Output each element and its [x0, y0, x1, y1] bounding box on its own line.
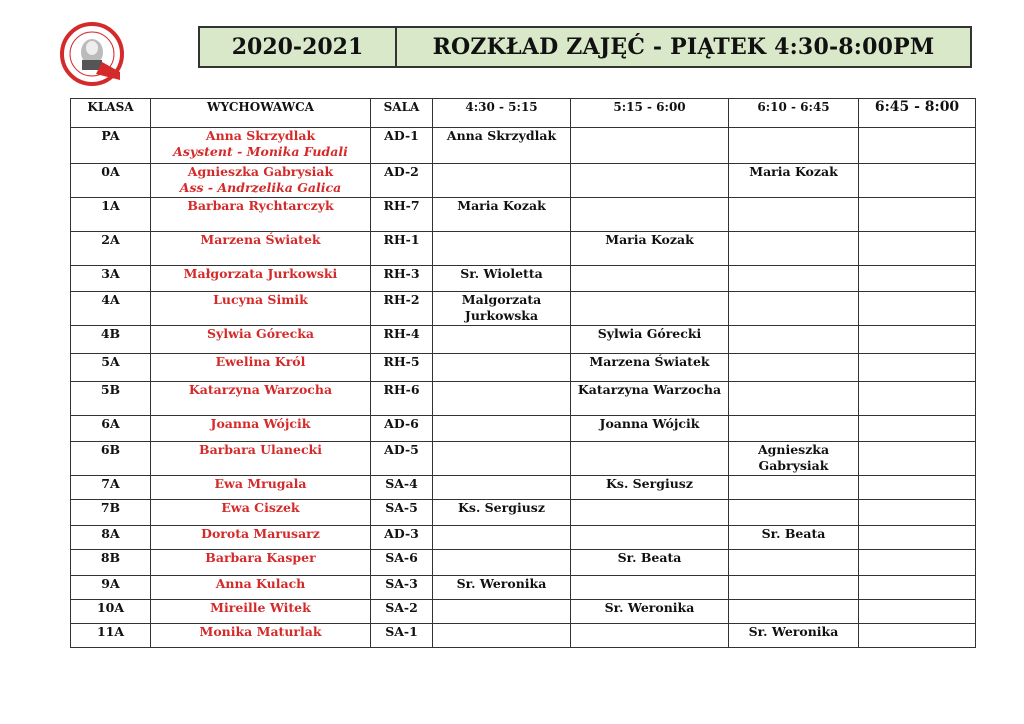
- slot-2-cell: [571, 164, 729, 198]
- table-row: [71, 326, 976, 354]
- slot-3-cell: Sr. Beata: [729, 526, 859, 550]
- header-klasa: KLASA: [71, 99, 151, 128]
- slot-2-cell: [571, 500, 729, 526]
- teacher-name: Ewelina Król: [215, 354, 306, 369]
- slot-3-cell: [729, 292, 859, 326]
- slot-3-cell: Sr. Weronika: [729, 624, 859, 648]
- class-cell: 8B: [71, 550, 151, 576]
- table-row: [71, 576, 976, 600]
- slot-1-cell: [433, 526, 571, 550]
- slot-1-cell: [433, 354, 571, 382]
- table-row: [71, 266, 976, 292]
- assistant-name: Asystent - Monika Fudali: [173, 144, 348, 159]
- slot-1-cell: [433, 416, 571, 442]
- room-cell: RH-6: [371, 382, 433, 416]
- teacher-cell: [151, 442, 371, 476]
- table-row: [71, 550, 976, 576]
- slot-4-cell: [859, 232, 976, 266]
- teacher-cell: [151, 576, 371, 600]
- class-cell: PA: [71, 128, 151, 164]
- teacher-name: Anna Skrzydlak: [205, 128, 316, 143]
- slot-3-cell: [729, 500, 859, 526]
- slot-1-cell: [433, 232, 571, 266]
- table-row: [71, 128, 976, 164]
- slot-1-cell: [433, 600, 571, 624]
- class-cell: 4A: [71, 292, 151, 326]
- slot-2-cell: Marzena Światek: [571, 354, 729, 382]
- slot-1-cell: [433, 326, 571, 354]
- slot-4-cell: [859, 326, 976, 354]
- table-row: [71, 164, 976, 198]
- room-cell: SA-5: [371, 500, 433, 526]
- slot-2-cell: Maria Kozak: [571, 232, 729, 266]
- room-cell: RH-1: [371, 232, 433, 266]
- room-cell: AD-2: [371, 164, 433, 198]
- table-row: [71, 476, 976, 500]
- header-slot-4: 6:45 - 8:00: [859, 99, 976, 128]
- slot-1-cell: [433, 442, 571, 476]
- class-cell: 9A: [71, 576, 151, 600]
- school-year: 2020-2021: [200, 28, 397, 66]
- room-cell: RH-2: [371, 292, 433, 326]
- slot-3-cell: [729, 382, 859, 416]
- slot-3-cell: [729, 416, 859, 442]
- class-cell: 3A: [71, 266, 151, 292]
- header-slot-3: 6:10 - 6:45: [729, 99, 859, 128]
- teacher-cell: [151, 292, 371, 326]
- slot-4-cell: [859, 476, 976, 500]
- teacher-cell: [151, 128, 371, 164]
- slot-3-cell: [729, 576, 859, 600]
- room-cell: SA-2: [371, 600, 433, 624]
- class-cell: 10A: [71, 600, 151, 624]
- table-row: [71, 624, 976, 648]
- teacher-name: Joanna Wójcik: [210, 416, 311, 431]
- room-cell: SA-4: [371, 476, 433, 500]
- teacher-name: Barbara Rychtarczyk: [187, 198, 334, 213]
- slot-2-cell: [571, 576, 729, 600]
- teacher-name: Lucyna Simik: [213, 292, 308, 307]
- class-cell: 6B: [71, 442, 151, 476]
- teacher-cell: [151, 550, 371, 576]
- slot-2-cell: Sylwia Górecki: [571, 326, 729, 354]
- teacher-name: Katarzyna Warzocha: [188, 382, 333, 397]
- teacher-name: Dorota Marusarz: [201, 526, 320, 541]
- slot-3-cell: [729, 326, 859, 354]
- teacher-cell: [151, 600, 371, 624]
- table-row: [71, 354, 976, 382]
- slot-4-cell: [859, 600, 976, 624]
- class-cell: 8A: [71, 526, 151, 550]
- slot-3-cell: [729, 266, 859, 292]
- class-cell: 4B: [71, 326, 151, 354]
- header-sala: SALA: [371, 99, 433, 128]
- teacher-cell: [151, 382, 371, 416]
- slot-4-cell: [859, 576, 976, 600]
- teacher-cell: [151, 232, 371, 266]
- slot-4-cell: [859, 416, 976, 442]
- slot-4-cell: [859, 266, 976, 292]
- room-cell: RH-4: [371, 326, 433, 354]
- slot-1-cell: Malgorzata Jurkowska: [433, 292, 571, 326]
- slot-1-cell: [433, 164, 571, 198]
- slot-1-cell: Anna Skrzydlak: [433, 128, 571, 164]
- slot-4-cell: [859, 550, 976, 576]
- slot-2-cell: Sr. Weronika: [571, 600, 729, 624]
- slot-4-cell: [859, 128, 976, 164]
- room-cell: AD-6: [371, 416, 433, 442]
- slot-2-cell: Ks. Sergiusz: [571, 476, 729, 500]
- slot-2-cell: [571, 292, 729, 326]
- class-cell: 0A: [71, 164, 151, 198]
- slot-2-cell: [571, 266, 729, 292]
- table-row: [71, 416, 976, 442]
- slot-3-cell: Maria Kozak: [729, 164, 859, 198]
- room-cell: RH-3: [371, 266, 433, 292]
- slot-3-cell: Agnieszka Gabrysiak: [729, 442, 859, 476]
- teacher-name: Agnieszka Gabrysiak: [187, 164, 334, 179]
- teacher-name: Sylwia Górecka: [207, 326, 314, 341]
- header-slot-1: 4:30 - 5:15: [433, 99, 571, 128]
- class-cell: 1A: [71, 198, 151, 232]
- slot-3-cell: [729, 476, 859, 500]
- slot-2-cell: Joanna Wójcik: [571, 416, 729, 442]
- teacher-name: Anna Kulach: [215, 576, 306, 591]
- room-cell: AD-1: [371, 128, 433, 164]
- page-title: ROZKŁAD ZAJĘĆ - PIĄTEK 4:30-8:00PM: [432, 34, 935, 60]
- slot-2-cell: [571, 442, 729, 476]
- slot-4-cell: [859, 292, 976, 326]
- class-cell: 7B: [71, 500, 151, 526]
- teacher-name: Ewa Ciszek: [221, 500, 300, 515]
- slot-3-cell: [729, 600, 859, 624]
- header-wychowawca: WYCHOWAWCA: [151, 99, 371, 128]
- table-row: [71, 600, 976, 624]
- room-cell: RH-5: [371, 354, 433, 382]
- slot-3-cell: [729, 550, 859, 576]
- slot-3-cell: [729, 128, 859, 164]
- teacher-name: Małgorzata Jurkowski: [183, 266, 338, 281]
- teacher-cell: [151, 326, 371, 354]
- teacher-cell: [151, 266, 371, 292]
- teacher-cell: [151, 624, 371, 648]
- class-cell: 5B: [71, 382, 151, 416]
- school-logo-icon: [56, 22, 132, 90]
- slot-1-cell: Sr. Wioletta: [433, 266, 571, 292]
- table-row: [71, 526, 976, 550]
- teacher-name: Marzena Światek: [200, 232, 321, 247]
- teacher-cell: [151, 198, 371, 232]
- table-row: [71, 232, 976, 266]
- class-cell: 11A: [71, 624, 151, 648]
- slot-2-cell: [571, 128, 729, 164]
- slot-1-cell: Sr. Weronika: [433, 576, 571, 600]
- class-cell: 6A: [71, 416, 151, 442]
- slot-2-cell: [571, 624, 729, 648]
- slot-1-cell: [433, 550, 571, 576]
- slot-2-cell: Sr. Beata: [571, 550, 729, 576]
- room-cell: SA-3: [371, 576, 433, 600]
- schedule-table: [70, 98, 976, 648]
- header-slot-2: 5:15 - 6:00: [571, 99, 729, 128]
- room-cell: RH-7: [371, 198, 433, 232]
- slot-3-cell: [729, 198, 859, 232]
- slot-3-cell: [729, 232, 859, 266]
- teacher-cell: [151, 164, 371, 198]
- slot-4-cell: [859, 500, 976, 526]
- slot-1-cell: [433, 624, 571, 648]
- slot-1-cell: [433, 476, 571, 500]
- teacher-name: Barbara Kasper: [205, 550, 316, 565]
- slot-4-cell: [859, 354, 976, 382]
- table-row: [71, 292, 976, 326]
- header-banner: [198, 26, 972, 68]
- table-row: [71, 198, 976, 232]
- room-cell: AD-3: [371, 526, 433, 550]
- class-cell: 2A: [71, 232, 151, 266]
- teacher-name: Mireille Witek: [210, 600, 311, 615]
- assistant-name: Ass - Andrzelika Galica: [179, 180, 342, 195]
- teacher-cell: [151, 416, 371, 442]
- slot-4-cell: [859, 164, 976, 198]
- table-header-row: [71, 99, 976, 128]
- slot-2-cell: Katarzyna Warzocha: [571, 382, 729, 416]
- slot-2-cell: [571, 526, 729, 550]
- teacher-cell: [151, 526, 371, 550]
- teacher-cell: [151, 476, 371, 500]
- table-row: [71, 442, 976, 476]
- slot-3-cell: [729, 354, 859, 382]
- teacher-name: Barbara Ulanecki: [199, 442, 322, 457]
- room-cell: SA-6: [371, 550, 433, 576]
- room-cell: SA-1: [371, 624, 433, 648]
- slot-4-cell: [859, 198, 976, 232]
- class-cell: 7A: [71, 476, 151, 500]
- teacher-name: Monika Maturlak: [199, 624, 322, 639]
- teacher-cell: [151, 354, 371, 382]
- slot-4-cell: [859, 624, 976, 648]
- teacher-cell: [151, 500, 371, 526]
- class-cell: 5A: [71, 354, 151, 382]
- slot-1-cell: Ks. Sergiusz: [433, 500, 571, 526]
- slot-4-cell: [859, 526, 976, 550]
- table-row: [71, 382, 976, 416]
- slot-4-cell: [859, 382, 976, 416]
- table-row: [71, 500, 976, 526]
- slot-1-cell: [433, 382, 571, 416]
- teacher-name: Ewa Mrugala: [214, 476, 307, 491]
- slot-1-cell: Maria Kozak: [433, 198, 571, 232]
- slot-2-cell: [571, 198, 729, 232]
- slot-4-cell: [859, 442, 976, 476]
- room-cell: AD-5: [371, 442, 433, 476]
